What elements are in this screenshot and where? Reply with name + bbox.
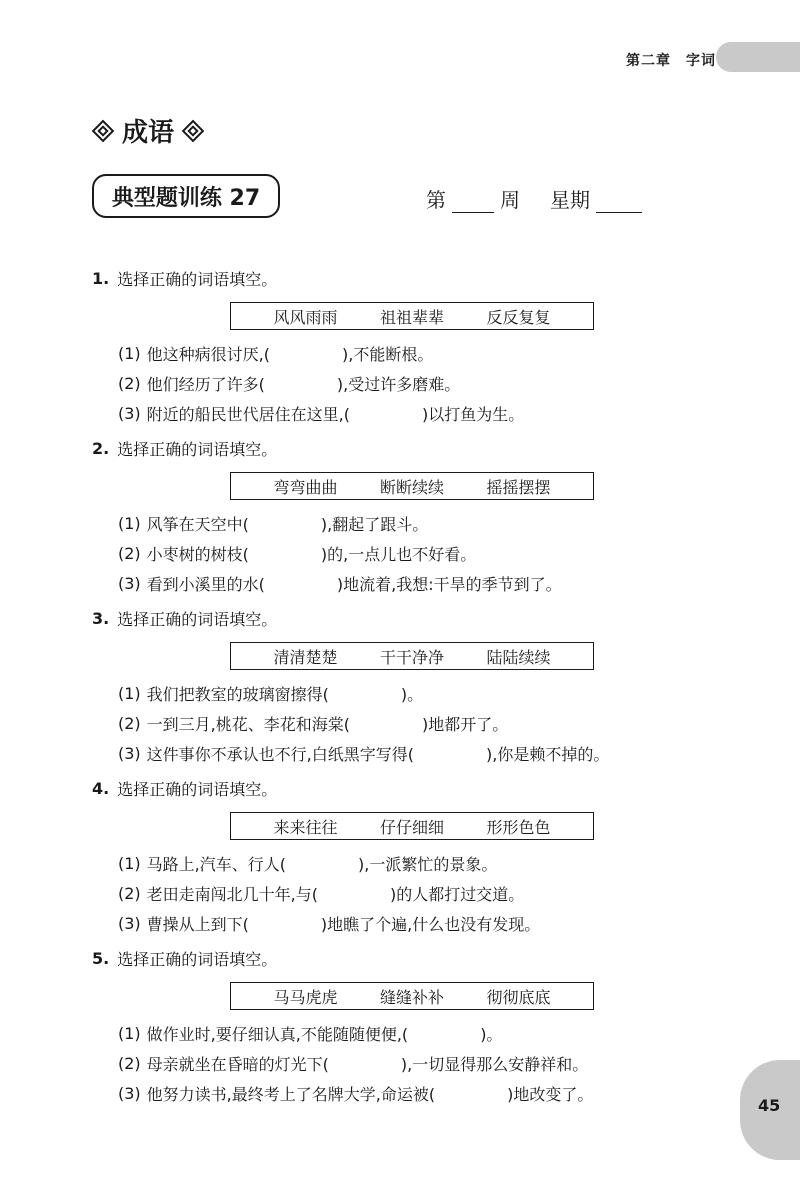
question-item [92,848,772,878]
question-item [92,568,772,598]
choice-word: 弯弯曲曲 [273,477,338,497]
question-item [92,368,772,398]
choice-box [230,472,594,500]
question-3 [92,604,772,768]
item-text-before: 曹操从上到下( [146,914,249,934]
item-text-before: 看到小溪里的水( [146,574,265,594]
item-text-before: 一到三月,桃花、李花和海棠( [146,714,351,734]
week-prefix: 第 [426,188,446,212]
item-label: (3) [118,573,141,593]
page-number: 45 [758,1096,781,1115]
item-text-after: )的,一点儿也不好看。 [320,544,477,564]
diamond-icon [92,120,114,142]
question-item [92,738,772,768]
diamond-icon [182,120,204,142]
item-text-after: )地都开了。 [422,714,509,734]
item-text-after: )。 [400,684,424,704]
question-2 [92,434,772,598]
choice-word: 断断续续 [379,477,444,497]
item-label: (2) [118,543,141,563]
question-item [92,908,772,938]
training-title-box [92,174,280,218]
item-text-after: )地流着,我想:干旱的季节到了。 [336,574,562,594]
choice-word: 反反复复 [486,307,551,327]
item-text-after: ),一派繁忙的景象。 [358,854,498,874]
choice-word: 彻彻底底 [486,987,551,1007]
item-label: (3) [118,743,141,763]
choice-word: 清清楚楚 [273,647,338,667]
item-label: (1) [118,853,141,873]
choice-word: 干干净净 [379,647,444,667]
question-title [92,434,772,462]
choice-box [230,982,594,1010]
header-tab-decoration [716,42,800,72]
item-text-before: 母亲就坐在昏暗的灯光下( [146,1054,329,1074]
question-number: 3. [92,608,110,628]
question-prompt: 选择正确的词语填空。 [117,779,278,799]
item-text-before: 他努力读书,最终考上了名牌大学,命运被( [146,1084,436,1104]
week-blank[interactable] [452,194,494,213]
question-number: 5. [92,948,110,968]
item-label: (1) [118,343,141,363]
item-text-after: )。 [480,1024,503,1044]
question-item [92,708,772,738]
item-text-before: 做作业时,要仔细认真,不能随随便便,( [146,1024,409,1044]
item-text-after: ),一切显得那么安静祥和。 [400,1054,589,1074]
choice-word: 祖祖辈辈 [379,307,444,327]
week-date-row [426,184,648,213]
item-label: (3) [118,913,141,933]
question-item [92,398,772,428]
question-item [92,878,772,908]
item-text-before: 小枣树的树枝( [146,544,249,564]
question-title [92,774,772,802]
item-text-before: 这件事你不承认也不行,白纸黑字写得( [146,744,415,764]
item-text-before: 马路上,汽车、行人( [146,854,287,874]
question-number: 4. [92,778,110,798]
question-item [92,338,772,368]
section-title-text: 成语 [122,118,175,148]
question-item [92,538,772,568]
item-label: (3) [118,1083,141,1103]
question-4 [92,774,772,938]
question-item [92,678,772,708]
choice-box [230,812,594,840]
item-label: (1) [118,1023,141,1043]
choice-word: 马马虎虎 [273,987,338,1007]
question-prompt: 选择正确的词语填空。 [117,439,278,459]
item-text-before: 他这种病很讨厌,( [146,344,271,364]
question-item [92,1078,772,1108]
item-label: (2) [118,713,141,733]
choice-word: 风风雨雨 [273,307,338,327]
question-item [92,1048,772,1078]
item-text-after: )地改变了。 [507,1084,594,1104]
item-label: (1) [118,683,141,703]
item-text-after: ),翻起了跟斗。 [320,514,429,534]
item-text-after: )以打鱼为生。 [422,404,525,424]
question-prompt: 选择正确的词语填空。 [117,269,278,289]
choice-word: 摇摇摆摆 [486,477,551,497]
weekday-blank[interactable] [596,194,642,213]
question-title [92,264,772,292]
weekday-label: 星期 [550,188,590,212]
question-1 [92,264,772,428]
item-label: (1) [118,513,141,533]
item-text-after: ),受过许多磨难。 [336,374,461,394]
chapter-header: 第二章 字词 [626,53,716,69]
question-title [92,604,772,632]
choice-word: 陆陆续续 [486,647,551,667]
choice-box [230,302,594,330]
item-text-before: 风筝在天空中( [146,514,249,534]
choice-word: 来来往往 [273,817,338,837]
week-suffix: 周 [500,188,520,212]
choice-word: 形形色色 [486,817,551,837]
choice-box [230,642,594,670]
item-label: (2) [118,373,141,393]
item-text-after: )地瞧了个遍,什么也没有发现。 [320,914,541,934]
question-item [92,508,772,538]
question-number: 1. [92,268,110,288]
item-text-after: )的人都打过交道。 [390,884,525,904]
item-label: (2) [118,1053,141,1073]
question-prompt: 选择正确的词语填空。 [117,609,278,629]
training-title: 典型题训练 27 [111,185,261,211]
choice-word: 仔仔细细 [379,817,444,837]
item-label: (3) [118,403,141,423]
question-5 [92,944,772,1108]
item-text-before: 附近的船民世代居住在这里,( [146,404,351,424]
question-item [92,1018,772,1048]
item-label: (2) [118,883,141,903]
item-text-before: 他们经历了许多( [146,374,265,394]
section-title [92,112,204,149]
item-text-after: ),你是赖不掉的。 [486,744,610,764]
item-text-after: ),不能断根。 [342,344,434,364]
item-text-before: 我们把教室的玻璃窗擦得( [146,684,329,704]
item-text-before: 老田走南闯北几十年,与( [146,884,319,904]
question-title [92,944,772,972]
question-prompt: 选择正确的词语填空。 [117,949,278,969]
question-number: 2. [92,438,110,458]
choice-word: 缝缝补补 [379,987,444,1007]
